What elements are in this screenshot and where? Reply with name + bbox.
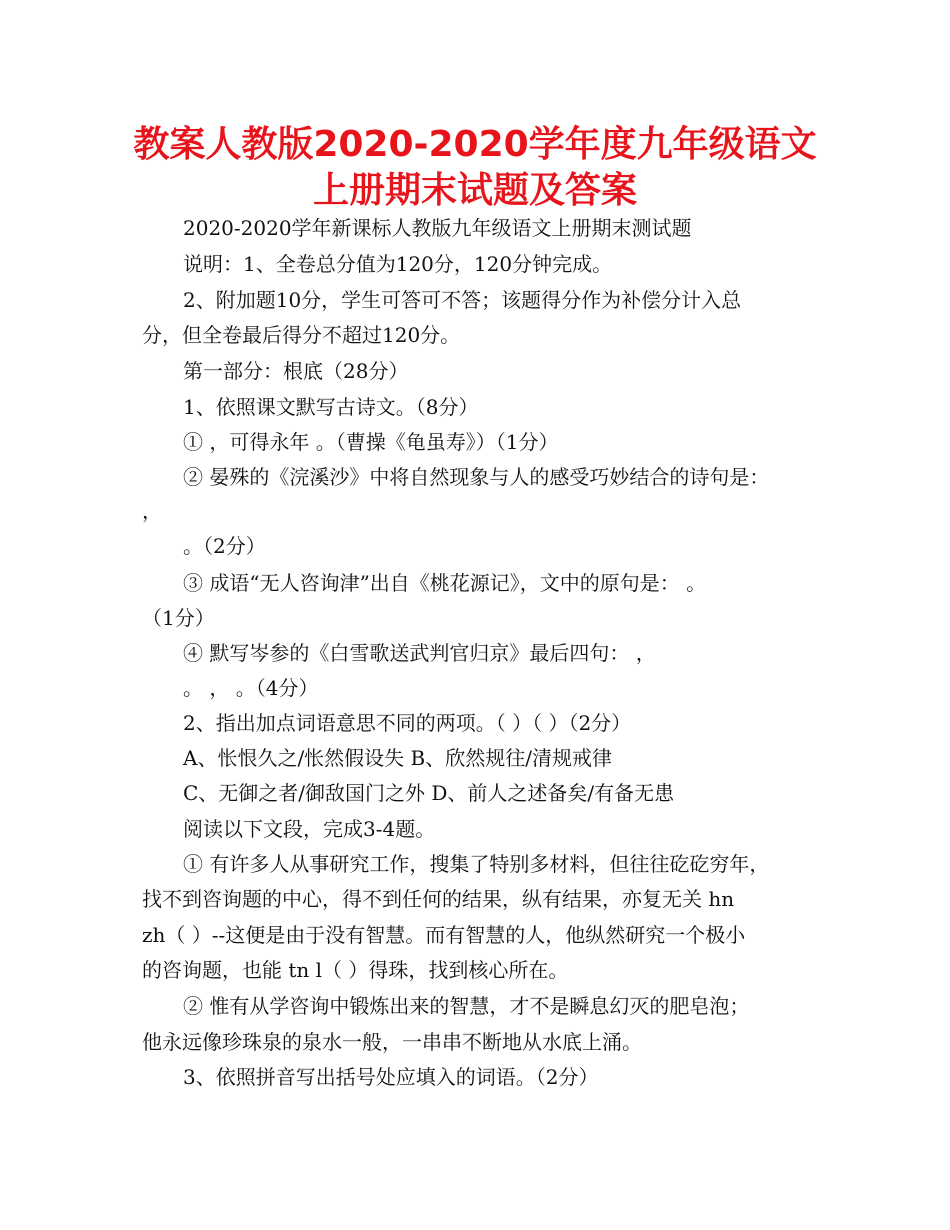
passage-line: 他永远像珍珠泉的泉水一般，一串串不断地从水底上涌。	[142, 1030, 642, 1054]
passage-line: ① 有许多人从事研究工作，搜集了特别多材料，但往往矻矻穷年，	[183, 852, 770, 876]
subtitle: 2020-2020学年新课标人教版九年级语文上册期末测试题	[183, 216, 692, 240]
option-line: A、怅恨久之/怅然假设失 B、欣然规往/清规戒律	[183, 746, 612, 770]
question-line: ④ 默写岑参的《白雪歌送武判官归京》最后四句： ，	[183, 641, 656, 665]
question-line: 1、依照课文默写古诗文。（8分）	[183, 395, 479, 419]
question-line: （1分）	[142, 606, 215, 630]
passage-line: ② 惟有从学咨询中锻炼出来的智慧，才不是瞬息幻灭的肥皂泡；	[183, 994, 750, 1018]
answer-blank-line: ，	[142, 499, 162, 523]
question-line: 2、指出加点词语意思不同的两项。（ ）（ ）（2分）	[183, 711, 632, 735]
passage-line: 的咨询题，也能 tn l（ ）得珠，找到核心所在。	[142, 958, 569, 982]
passage-line: zh（ ）--这便是由于没有智慧。而有智慧的人，他纵然研究一个极小	[142, 923, 746, 947]
question-line: 3、依照拼音写出括号处应填入的词语。（2分）	[183, 1065, 599, 1089]
answer-blank-line: 。 ， 。（4分）	[183, 676, 319, 700]
section-heading: 第一部分：根底（28分）	[183, 359, 409, 383]
answer-blank-line: 。（2分）	[183, 534, 266, 558]
question-line: ③ 成语“无人咨询津”出自《桃花源记》，文中的原句是： 。	[183, 571, 707, 595]
question-line: ① ，可得永年 。（曹操《龟虽寿》）（1分）	[183, 430, 559, 454]
instruction-line: 2、附加题10分，学生可答可不答；该题得分作为补偿分计入总	[183, 288, 742, 312]
instruction-line: 说明：1、全卷总分值为120分，120分钟完成。	[183, 252, 613, 276]
document-title-line-1: 教案人教版2020-2020学年度九年级语文	[133, 124, 817, 165]
instruction-line: 分，但全卷最后得分不超过120分。	[142, 323, 461, 347]
reading-prompt: 阅读以下文段，完成3-4题。	[183, 817, 436, 841]
passage-line: 找不到咨询题的中心，得不到任何的结果，纵有结果，亦复无关 hn	[142, 887, 735, 911]
option-line: C、无御之者/御敌国门之外 D、前人之述备矣/有备无患	[183, 781, 675, 805]
document-title-line-2: 上册期末试题及答案	[312, 170, 637, 211]
question-line: ② 晏殊的《浣溪沙》中将自然现象与人的感受巧妙结合的诗句是：	[183, 465, 770, 489]
